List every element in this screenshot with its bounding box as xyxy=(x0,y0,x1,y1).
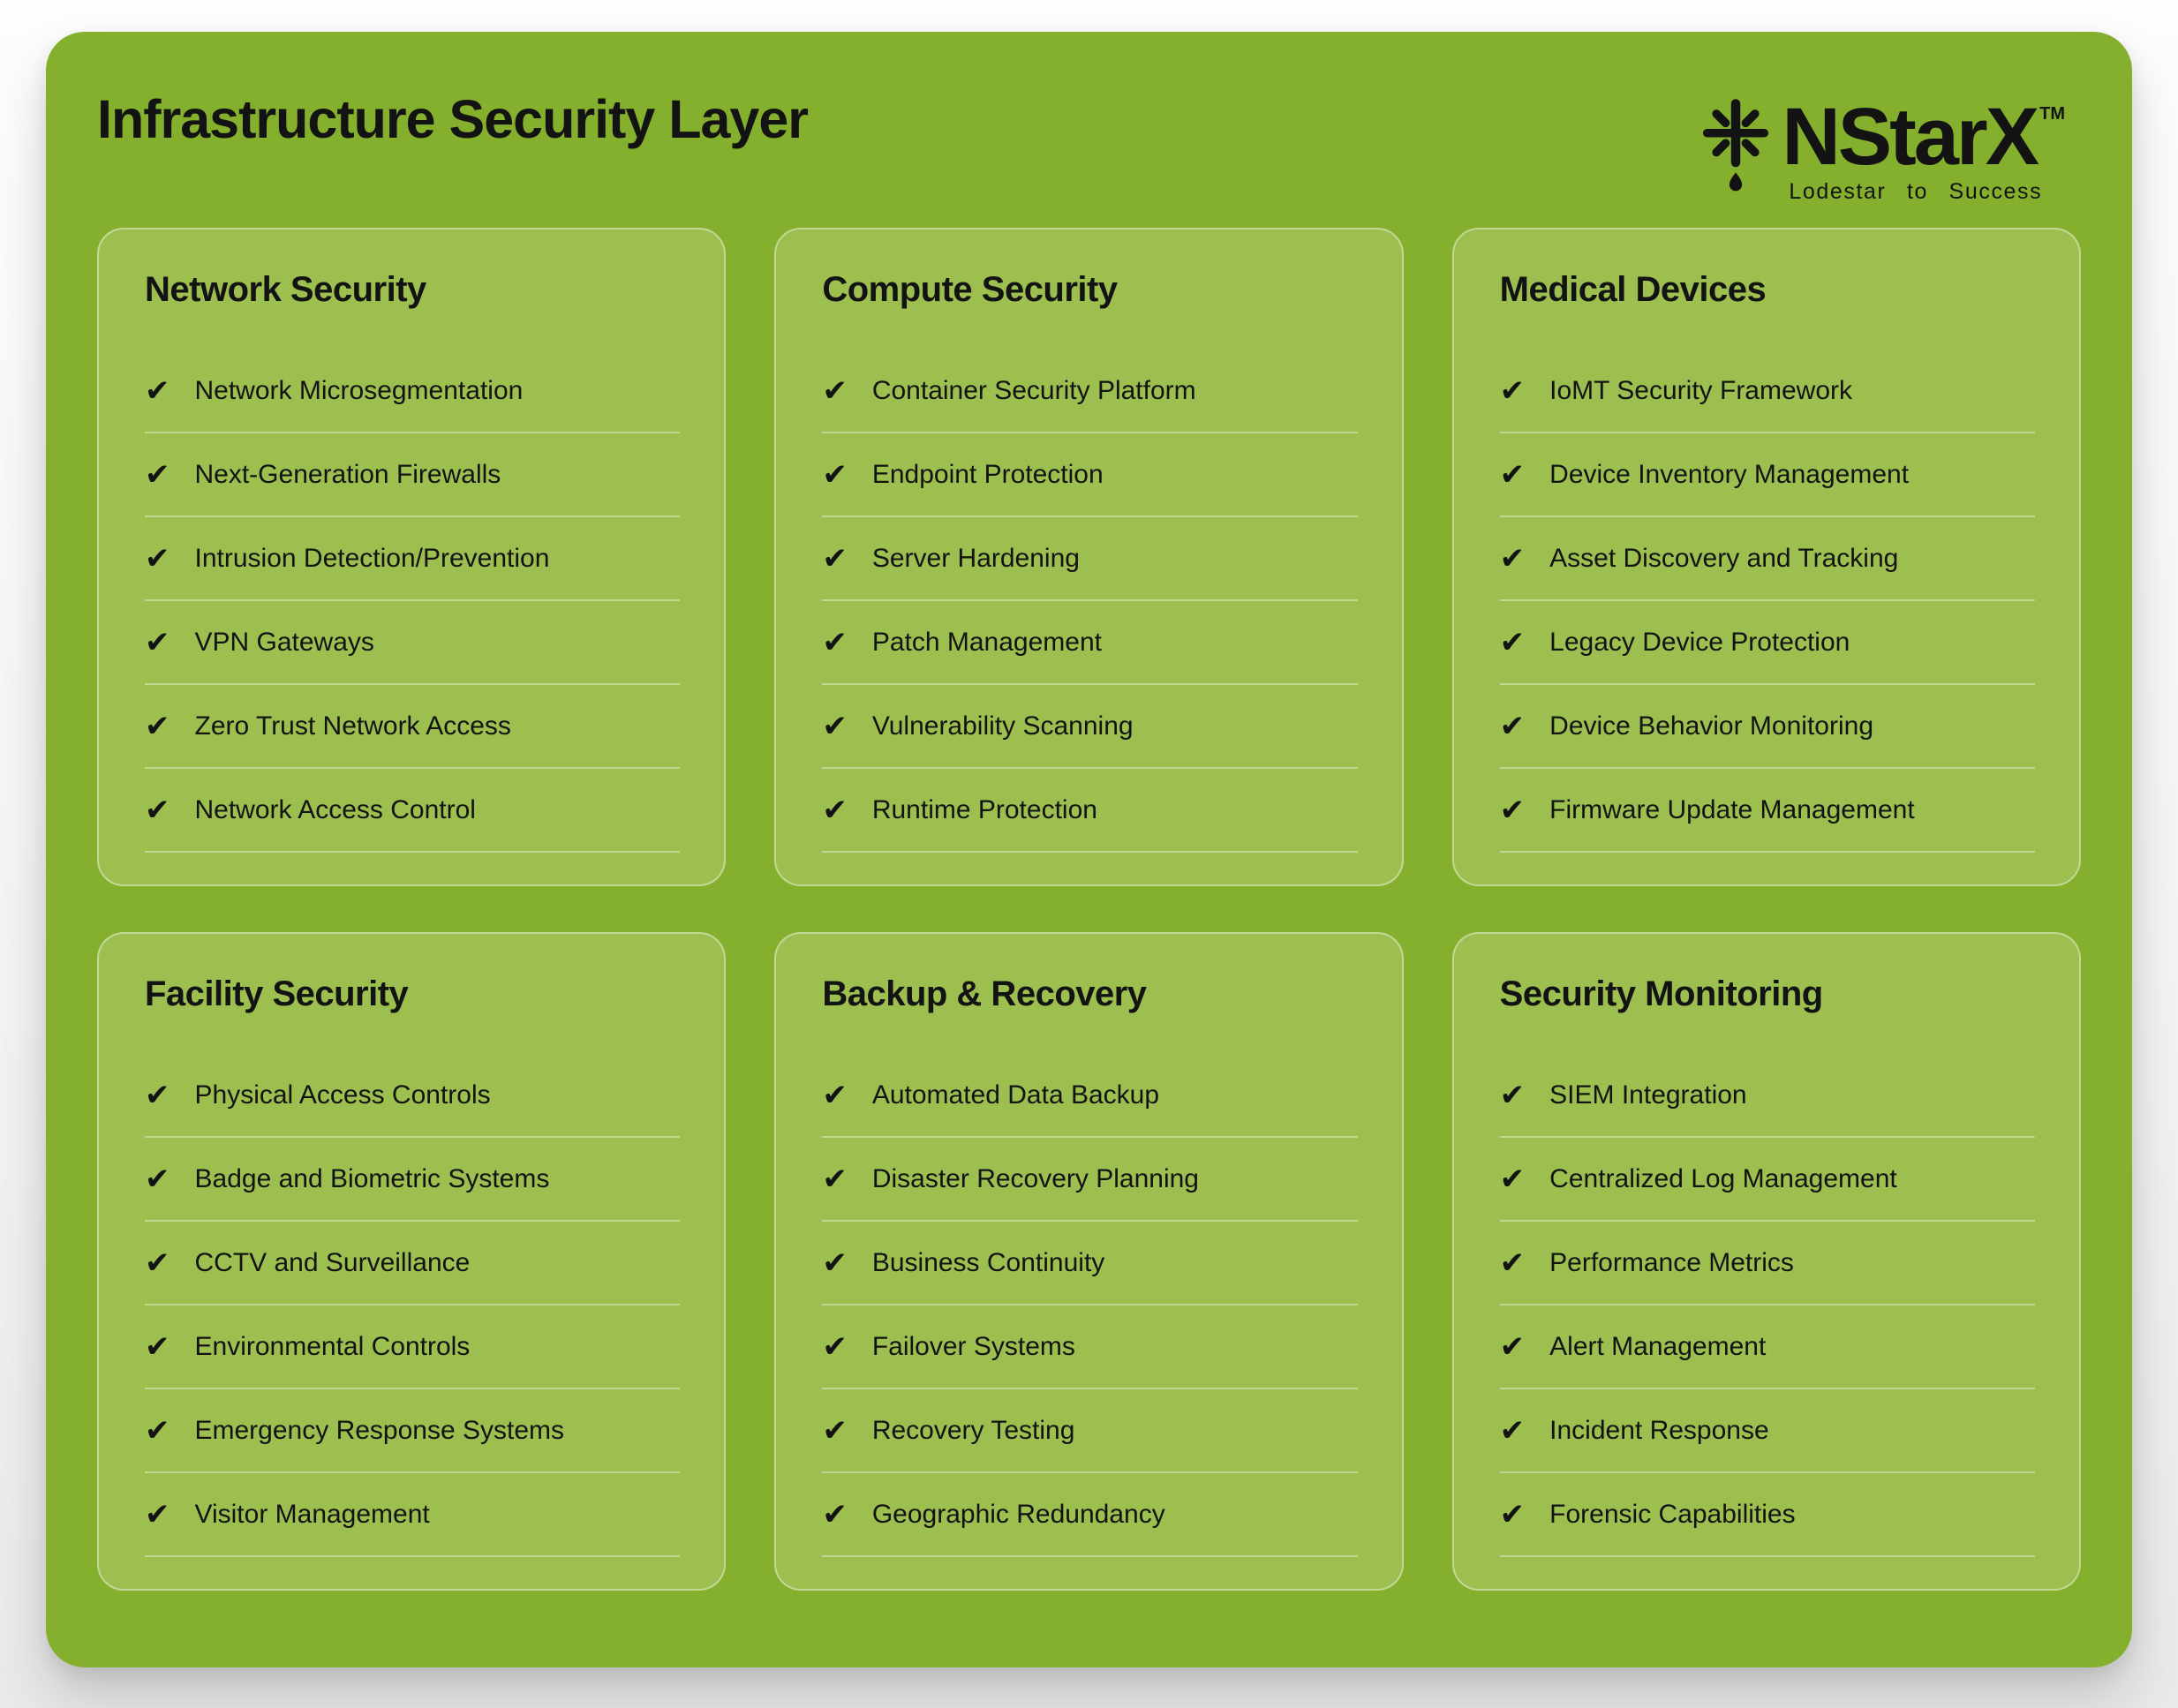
list-item xyxy=(1500,433,2035,517)
security-card-2 xyxy=(774,228,1403,886)
checkmark-icon: ✔ xyxy=(822,1412,848,1448)
list-item xyxy=(145,1473,680,1557)
list-item xyxy=(145,350,680,433)
checkmark-icon: ✔ xyxy=(145,708,170,744)
checkmark-icon: ✔ xyxy=(1499,624,1526,660)
card-item-list xyxy=(822,1054,1357,1557)
item-label: Visitor Management xyxy=(194,1499,430,1529)
item-label: VPN Gateways xyxy=(194,627,374,657)
list-item xyxy=(822,1473,1357,1557)
checkmark-icon: ✔ xyxy=(1499,372,1526,409)
checkmark-icon: ✔ xyxy=(1499,1161,1526,1197)
checkmark-icon: ✔ xyxy=(145,372,170,409)
checkmark-icon: ✔ xyxy=(1499,1328,1526,1365)
list-item xyxy=(1500,769,2035,853)
list-item xyxy=(1500,350,2035,433)
list-item xyxy=(822,685,1357,769)
item-label: Geographic Redundancy xyxy=(871,1499,1165,1529)
checkmark-icon: ✔ xyxy=(822,1077,848,1113)
item-label: Next-Generation Firewalls xyxy=(194,459,501,489)
checkmark-icon: ✔ xyxy=(1499,1245,1526,1281)
checkmark-icon: ✔ xyxy=(145,1496,170,1532)
list-item xyxy=(822,517,1357,601)
item-label: Network Access Control xyxy=(194,794,476,824)
checkmark-icon: ✔ xyxy=(822,792,848,828)
item-label: Intrusion Detection/Prevention xyxy=(194,543,550,573)
checkmark-icon: ✔ xyxy=(145,1328,170,1365)
item-label: Runtime Protection xyxy=(871,794,1097,824)
cards-grid xyxy=(97,228,2081,1591)
item-label: Legacy Device Protection xyxy=(1549,627,1850,657)
item-label: Forensic Capabilities xyxy=(1549,1499,1796,1529)
list-item xyxy=(1500,685,2035,769)
card-title: Backup & Recovery xyxy=(822,974,1147,1013)
list-item xyxy=(145,601,680,685)
nstarx-logo xyxy=(1702,92,2065,205)
list-item xyxy=(1500,601,2035,685)
list-item xyxy=(1500,1222,2035,1305)
checkmark-icon: ✔ xyxy=(822,456,848,493)
card-title: Network Security xyxy=(145,270,426,309)
checkmark-icon: ✔ xyxy=(1499,792,1526,828)
checkmark-icon: ✔ xyxy=(1499,1496,1526,1532)
checkmark-icon: ✔ xyxy=(1499,540,1526,576)
list-item xyxy=(822,1222,1357,1305)
list-item xyxy=(1500,1054,2035,1138)
header xyxy=(97,76,2081,208)
item-label: Emergency Response Systems xyxy=(194,1415,565,1445)
list-item xyxy=(145,1138,680,1222)
list-item xyxy=(145,1389,680,1473)
item-label: Physical Access Controls xyxy=(194,1080,491,1110)
security-card-1 xyxy=(97,228,726,886)
security-card-6 xyxy=(1452,932,2081,1591)
list-item xyxy=(822,350,1357,433)
list-item xyxy=(1500,1138,2035,1222)
checkmark-icon: ✔ xyxy=(822,624,848,660)
list-item xyxy=(822,1054,1357,1138)
list-item xyxy=(145,517,680,601)
checkmark-icon: ✔ xyxy=(1499,1077,1526,1113)
checkmark-icon: ✔ xyxy=(822,540,848,576)
security-card-5 xyxy=(774,932,1403,1591)
list-item xyxy=(145,685,680,769)
card-title: Facility Security xyxy=(145,974,409,1013)
page-title: Infrastructure Security Layer xyxy=(97,89,808,149)
logo-text xyxy=(1782,92,2065,205)
item-label: Vulnerability Scanning xyxy=(871,711,1134,741)
item-label: Disaster Recovery Planning xyxy=(871,1163,1199,1193)
list-item xyxy=(145,1222,680,1305)
checkmark-icon: ✔ xyxy=(145,1412,170,1448)
item-label: CCTV and Surveillance xyxy=(194,1247,471,1277)
list-item xyxy=(145,1054,680,1138)
item-label: Device Inventory Management xyxy=(1549,459,1910,489)
security-card-4 xyxy=(97,932,726,1591)
item-label: Badge and Biometric Systems xyxy=(194,1163,550,1193)
item-label: Asset Discovery and Tracking xyxy=(1549,543,1899,573)
checkmark-icon: ✔ xyxy=(822,1161,848,1197)
checkmark-icon: ✔ xyxy=(822,1496,848,1532)
item-label: IoMT Security Framework xyxy=(1549,375,1853,405)
list-item xyxy=(1500,1305,2035,1389)
item-label: SIEM Integration xyxy=(1549,1080,1747,1110)
item-label: Device Behavior Monitoring xyxy=(1549,711,1873,741)
infographic-panel xyxy=(46,32,2132,1667)
card-item-list xyxy=(1500,350,2035,853)
card-item-list xyxy=(1500,1054,2035,1557)
item-label: Firmware Update Management xyxy=(1549,794,1915,824)
trademark-symbol: TM xyxy=(2039,104,2065,124)
checkmark-icon: ✔ xyxy=(822,708,848,744)
checkmark-icon: ✔ xyxy=(1499,708,1526,744)
item-label: Alert Management xyxy=(1549,1331,1767,1361)
item-label: Incident Response xyxy=(1549,1415,1769,1445)
list-item xyxy=(822,433,1357,517)
list-item xyxy=(822,1389,1357,1473)
list-item xyxy=(822,1305,1357,1389)
item-label: Container Security Platform xyxy=(871,375,1196,405)
checkmark-icon: ✔ xyxy=(1499,1412,1526,1448)
checkmark-icon: ✔ xyxy=(145,1077,170,1113)
logo-tagline: Lodestar to Success xyxy=(1789,179,2043,205)
list-item xyxy=(145,433,680,517)
card-item-list xyxy=(822,350,1357,853)
starburst-with-drop-icon xyxy=(1702,95,1769,196)
checkmark-icon: ✔ xyxy=(145,624,170,660)
item-label: Endpoint Protection xyxy=(871,459,1104,489)
item-label: Centralized Log Management xyxy=(1549,1163,1897,1193)
item-label: Performance Metrics xyxy=(1549,1247,1794,1277)
checkmark-icon: ✔ xyxy=(145,1161,170,1197)
list-item xyxy=(822,769,1357,853)
item-label: Failover Systems xyxy=(871,1331,1075,1361)
card-item-list xyxy=(145,1054,680,1557)
item-label: Network Microsegmentation xyxy=(194,375,524,405)
checkmark-icon: ✔ xyxy=(822,1328,848,1365)
list-item xyxy=(1500,1389,2035,1473)
checkmark-icon: ✔ xyxy=(1499,456,1526,493)
item-label: Zero Trust Network Access xyxy=(194,711,511,741)
checkmark-icon: ✔ xyxy=(822,372,848,409)
list-item xyxy=(822,601,1357,685)
checkmark-icon: ✔ xyxy=(145,792,170,828)
card-title: Security Monitoring xyxy=(1499,974,1823,1013)
checkmark-icon: ✔ xyxy=(145,540,170,576)
checkmark-icon: ✔ xyxy=(145,1245,170,1281)
list-item xyxy=(1500,517,2035,601)
item-label: Patch Management xyxy=(871,627,1102,657)
logo-wordmark: NStarX xyxy=(1782,92,2038,182)
card-title: Medical Devices xyxy=(1499,270,1767,309)
item-label: Environmental Controls xyxy=(194,1331,471,1361)
security-card-3 xyxy=(1452,228,2081,886)
item-label: Automated Data Backup xyxy=(871,1080,1160,1110)
list-item xyxy=(145,769,680,853)
list-item xyxy=(822,1138,1357,1222)
checkmark-icon: ✔ xyxy=(822,1245,848,1281)
card-title: Compute Security xyxy=(822,270,1118,309)
card-item-list xyxy=(145,350,680,853)
list-item xyxy=(1500,1473,2035,1557)
item-label: Business Continuity xyxy=(871,1247,1105,1277)
item-label: Recovery Testing xyxy=(871,1415,1075,1445)
checkmark-icon: ✔ xyxy=(145,456,170,493)
item-label: Server Hardening xyxy=(871,543,1080,573)
list-item xyxy=(145,1305,680,1389)
